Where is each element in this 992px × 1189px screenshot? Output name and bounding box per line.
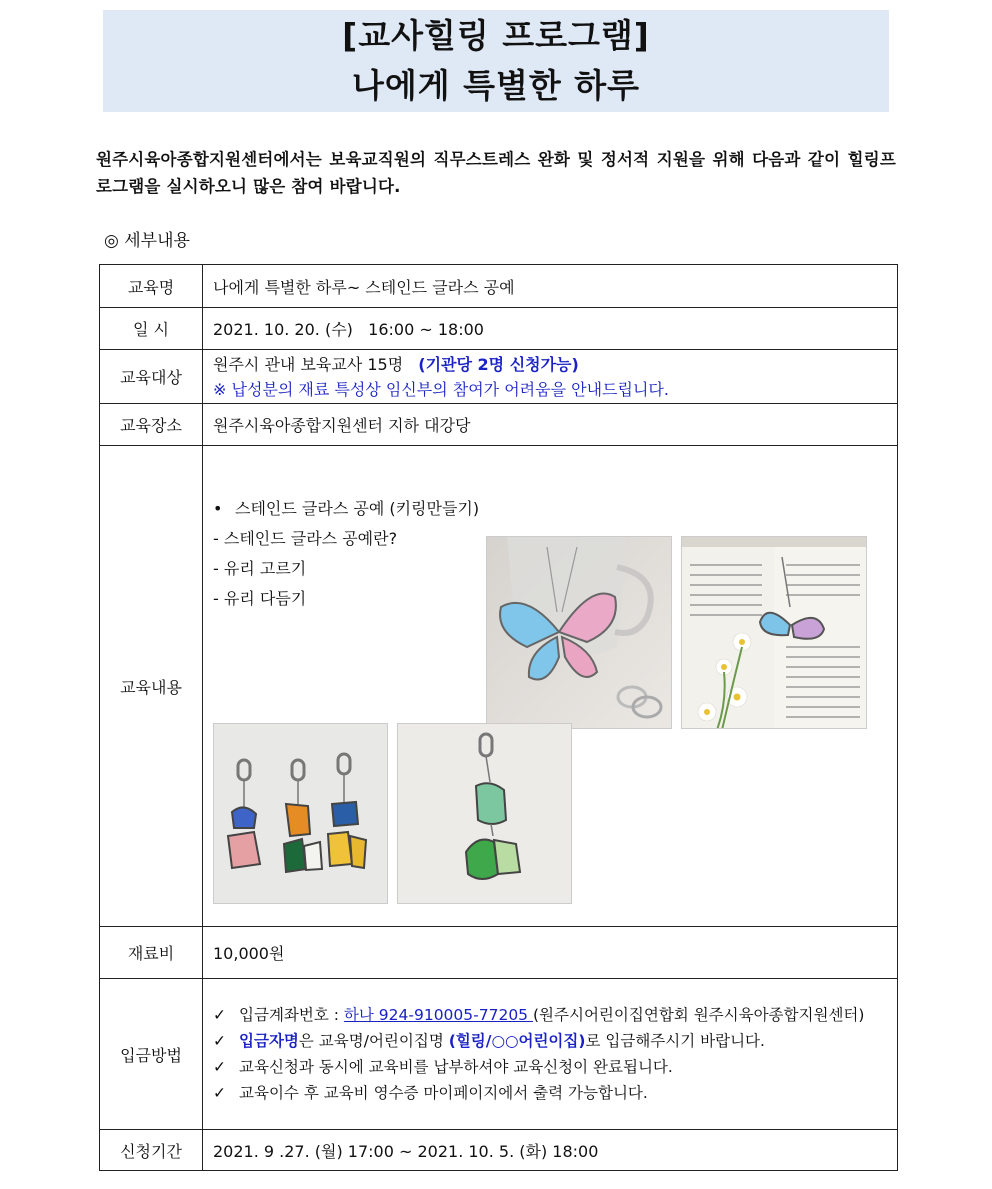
title-banner <box>103 10 889 112</box>
row-label-schedule: 일 시 <box>100 308 203 350</box>
row-label-place: 교육장소 <box>100 404 203 446</box>
list-item: - 유리 고르기 <box>213 559 307 578</box>
intro-paragraph: 원주시육아종합지원센터에서는 보육교직원의 직무스트레스 완화 및 정서적 지원을 위해 다음과 같이 힐링프로그램을 실시하오니 많은 참여 바랍니다. <box>96 150 896 196</box>
table-row <box>100 979 898 1130</box>
table-row <box>100 265 898 308</box>
row-label-period: 신청기간 <box>100 1130 203 1171</box>
period-value: 2021. 9 .27. (월) 17:00 ~ 2021. 10. 5. (화) 18:00 <box>203 1130 898 1171</box>
content-list <box>213 494 479 614</box>
row-label-payment: 입금방법 <box>100 979 203 1130</box>
payment-cell <box>203 979 898 1130</box>
target-value: 원주시 관내 보육교사 15명 <box>213 354 404 374</box>
account-number: 하나 924-910005-77205 <box>343 1006 533 1024</box>
table-row <box>100 308 898 350</box>
edu-name-value: 나에게 특별한 하루~ 스테인드 글라스 공예 <box>203 265 898 308</box>
section-heading: ◎ 세부내용 <box>104 231 190 251</box>
target-line <box>213 352 887 377</box>
check-icon: ✓ <box>213 1084 226 1102</box>
list-item: - 유리 다듬기 <box>213 589 307 608</box>
depositor-name-label: 입금자명 <box>239 1032 299 1050</box>
list-item: - 스테인드 글라스 공예란? <box>213 529 398 548</box>
page-subtitle: 나에게 특별한 하루 <box>351 66 640 105</box>
target-note: ※ 납성분의 재료 특성상 임신부의 참여가 어려움을 안내드립니다. <box>213 379 669 399</box>
check-icon: ✓ <box>213 1006 226 1024</box>
photo-butterfly-book <box>681 536 867 729</box>
schedule-value: 2021. 10. 20. (수) 16:00 ~ 18:00 <box>203 308 898 350</box>
row-label-content: 교육내용 <box>100 446 203 927</box>
photo-three-keyrings <box>213 723 388 904</box>
payment-list <box>213 1002 887 1106</box>
table-row <box>100 927 898 979</box>
table-row <box>100 350 898 404</box>
table-row <box>100 404 898 446</box>
check-icon: ✓ <box>213 1058 226 1076</box>
row-label-edu-name: 교육명 <box>100 265 203 308</box>
target-highlight: (기관당 2명 신청가능) <box>418 354 579 374</box>
row-label-fee: 재료비 <box>100 927 203 979</box>
target-cell <box>203 350 898 404</box>
place-value: 원주시육아종합지원센터 지하 대강당 <box>203 404 898 446</box>
check-icon: ✓ <box>213 1032 226 1050</box>
green-keyring-image <box>398 724 572 904</box>
table-row <box>100 1130 898 1171</box>
list-item: • 스테인드 글라스 공예 (키링만들기) <box>213 494 479 524</box>
list-item: ✓ 교육이수 후 교육비 영수증 마이페이지에서 출력 가능합니다. <box>213 1080 887 1106</box>
depositor-example: (힐링/○○어린이집) <box>448 1032 586 1050</box>
list-item: ✓ 교육신청과 동시에 교육비를 납부하셔야 교육신청이 완료됩니다. <box>213 1054 887 1080</box>
list-item: ✓ 입금계좌번호 : 하나 924-910005-77205 (원주시어린이집연합회 원주시육아종합지원센터) <box>213 1002 887 1028</box>
butterfly-book-image <box>682 537 867 729</box>
details-table <box>99 264 898 1171</box>
list-item: ✓ 입금자명은 교육명/어린이집명 (힐링/○○어린이집)로 입금해주시기 바랍니다. <box>213 1028 887 1054</box>
bullet-dot-icon: • <box>213 499 223 518</box>
photo-butterfly-cup <box>486 536 672 729</box>
content-cell <box>203 446 898 927</box>
table-row <box>100 446 898 927</box>
photo-green-keyring <box>397 723 572 904</box>
three-keyrings-image <box>214 724 388 904</box>
butterfly-cup-image <box>487 537 672 729</box>
page-title: [교사힐링 프로그램] <box>342 16 650 55</box>
fee-value: 10,000원 <box>203 927 898 979</box>
row-label-target: 교육대상 <box>100 350 203 404</box>
